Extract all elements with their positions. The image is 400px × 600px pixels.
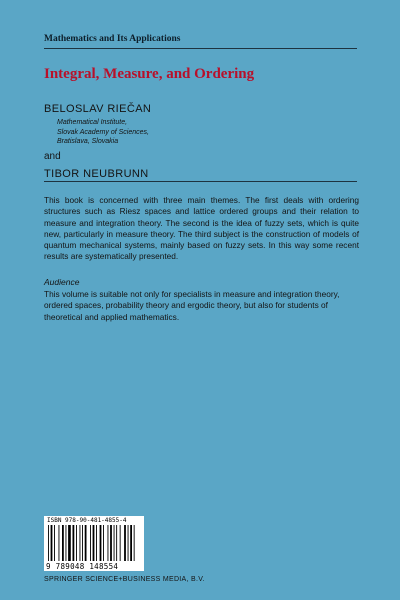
affiliation-line: Bratislava, Slovakia [57,138,119,145]
author-conjunction: and [44,151,61,162]
barcode-bar [124,525,126,561]
barcode-bar [103,525,104,561]
barcode-bar [48,525,49,561]
isbn-label: ISBN 978-90-481-4855-4 [47,517,127,524]
barcode-bar [100,525,102,561]
top-divider [44,48,357,49]
series-name: Mathematics and Its Applications [44,34,181,44]
barcode-bar [120,525,121,561]
barcode-bar [134,525,135,561]
section-divider [44,181,357,182]
barcode-bars [46,525,142,561]
audience-text: This volume is suitable not only for specialists in measure and integration theory, ordered spaces, probability theory and ergodic theory, but also for students of theoretical and applied mathematics. [44,289,340,322]
barcode-bar [93,525,95,561]
author-name-1: BELOSLAV RIEČAN [44,103,152,115]
barcode-bar [114,525,115,561]
barcode-bar [90,525,91,561]
barcode-bar [51,525,53,561]
barcode-bar [96,525,97,561]
publisher-name: SPRINGER SCIENCE+BUSINESS MEDIA, B.V. [44,576,205,583]
author-name-2: TIBOR NEUBRUNN [44,168,149,180]
barcode-bar [110,525,112,561]
audience-heading: Audience [44,277,80,287]
barcode-bar [68,525,71,561]
barcode-bar [76,525,77,561]
barcode-bar [85,525,87,561]
affiliation-line: Mathematical Institute, [57,119,128,126]
barcode-number: 9 789048 148554 [46,562,119,571]
barcode-bar [128,525,129,561]
barcode-bar [116,525,117,561]
barcode-bar [73,525,75,561]
barcode-bar [66,525,67,561]
book-title: Integral, Measure, and Ordering [44,66,255,82]
barcode-bar [59,525,60,561]
barcode-bar [62,525,64,561]
book-description: This book is concerned with three main themes. The first deals with ordering structures such as Riesz spaces and lattice ordered groups and their relation to measure and integration theory. The second is the idea of fuzzy sets, which is quite new, particularly in measure theory. The third subject is the construction of models of quantum mechanical systems, mainly based on fuzzy sets. In this way some recent results are systematically presented. [44,195,359,262]
barcode-bar [82,525,83,561]
barcode-bar [54,525,55,561]
affiliation-line: Slovak Academy of Sciences, [57,128,149,136]
barcode-bar [130,525,132,561]
barcode-bar [80,525,81,561]
barcode-bar [108,525,109,561]
barcode [44,516,144,571]
author-affiliation [57,118,149,147]
